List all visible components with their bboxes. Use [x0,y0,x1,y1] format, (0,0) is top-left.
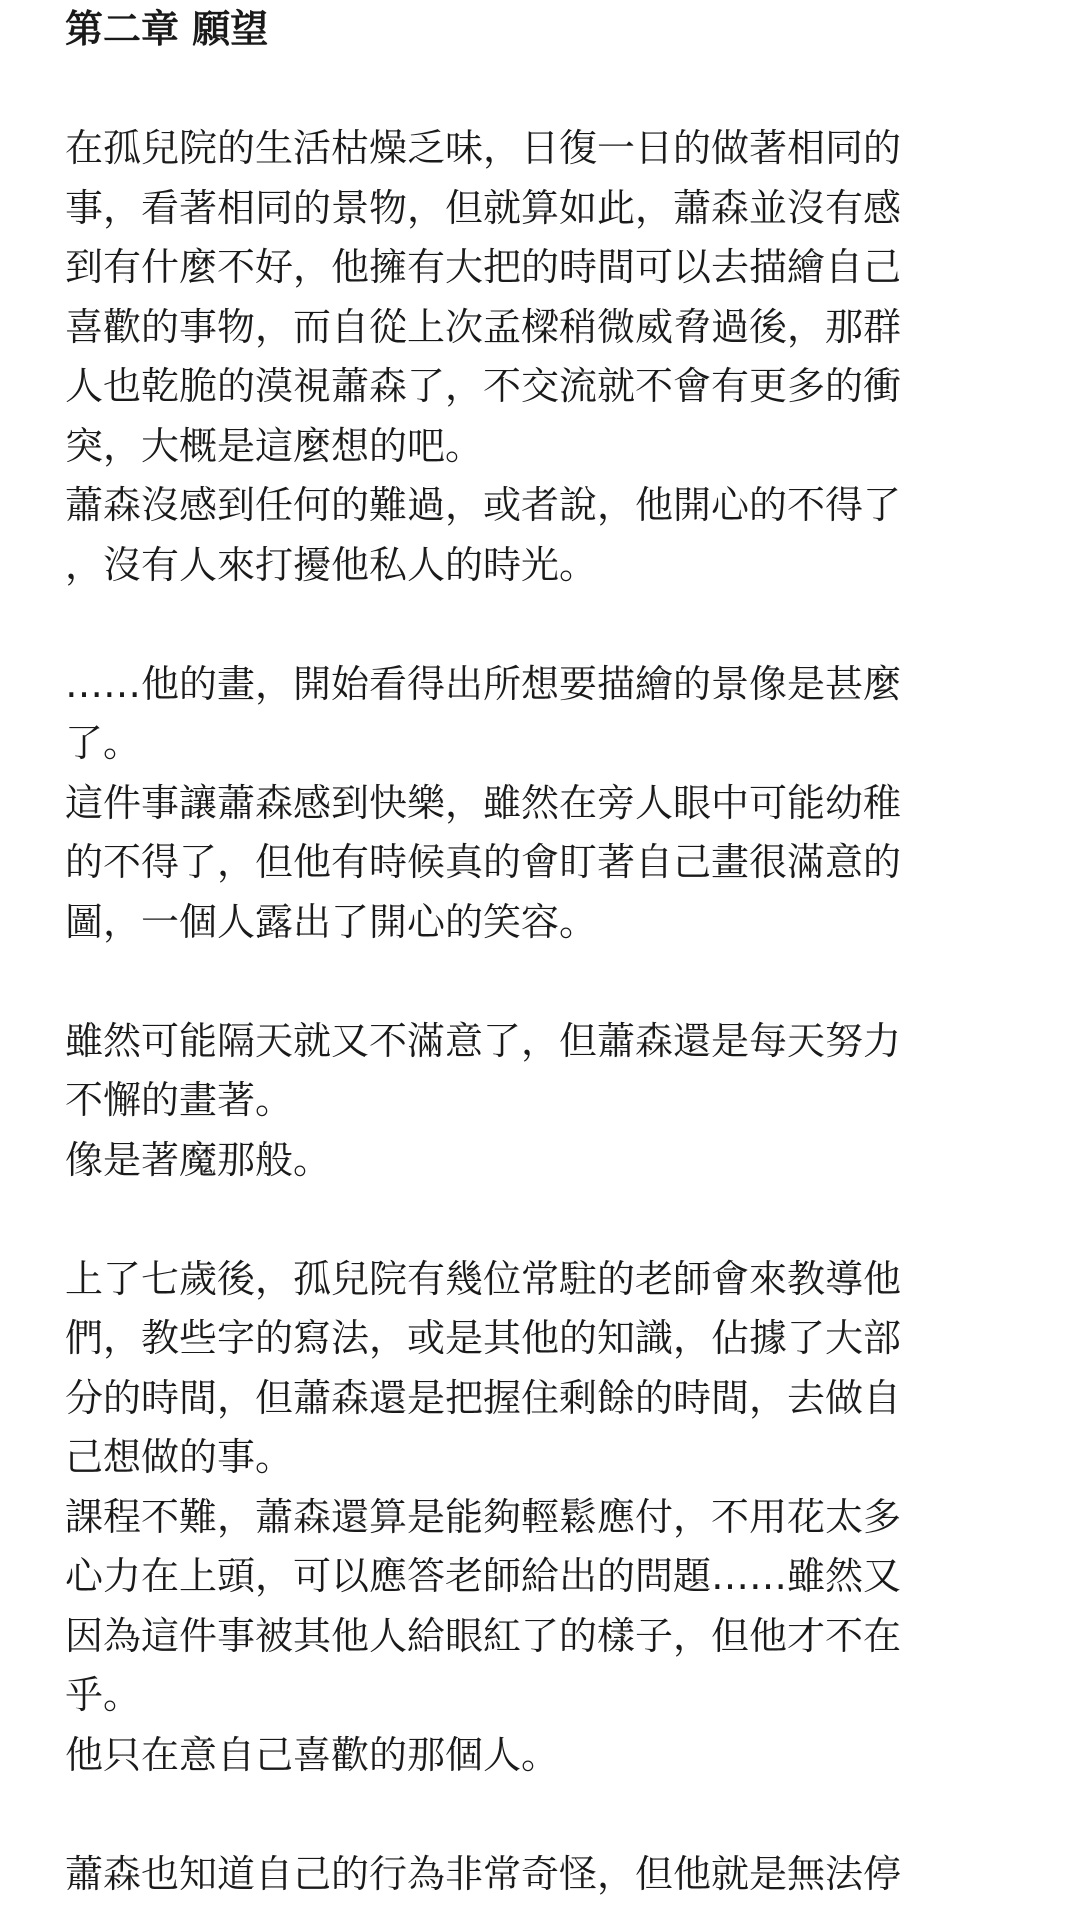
text-line: 上了七歲後，孤兒院有幾位常駐的老師會來教導他 [65,1256,902,1301]
text-line: 己想做的事。 [65,1435,294,1479]
text-line: ，沒有人來打擾他私人的時光。 [65,542,598,587]
blank-line [65,595,1000,655]
text-line: 蕭森沒感到任何的難過，或者說，他開心的不得了 [65,483,902,527]
text-line: 人也乾脆的漠視蕭森了，不交流就不會有更多的衝 [65,364,902,408]
text-line: 事，看著相同的景物，但就算如此，蕭森並沒有感 [65,185,902,230]
chapter-title: 第二章 願望 [65,7,269,51]
text-line: 像是著魔那般。 [65,1137,332,1182]
text-line: 到有什麼不好，他擁有大把的時間可以去描繪自己 [65,245,902,289]
blank-line [65,952,1000,1012]
text-line: 在孤兒院的生活枯燥乏味，日復一日的做著相同的 [65,126,902,170]
text-line: 他只在意自己喜歡的那個人。 [65,1732,560,1777]
text-line: ……他的畫，開始看得出所想要描繪的景像是甚麼 [65,661,902,706]
text-line: 突，大概是這麼想的吧。 [65,423,484,468]
text-line: 的不得了，但他有時候真的會盯著自己畫很滿意的 [65,840,902,884]
text-line: 了。 [65,721,142,765]
chapter-page [65,0,1000,1904]
text-line: 喜歡的事物，而自從上次孟樑稍微威脅過後，那群 [65,304,902,349]
text-line: 乎。 [65,1673,142,1717]
chapter-body [65,119,1000,1904]
text-line: 圖，一個人露出了開心的笑容。 [65,899,598,944]
blank-line [65,1785,1000,1845]
text-line: 課程不難，蕭森還算是能夠輕鬆應付，不用花太多 [65,1494,902,1539]
text-line: 心力在上頭，可以應答老師給出的問題……雖然又 [65,1554,902,1598]
text-line: 雖然可能隔天就又不滿意了，但蕭森還是每天努力 [65,1018,902,1063]
text-line: 們，教些字的寫法，或是其他的知識，佔據了大部 [65,1316,902,1360]
blank-line [65,1190,1000,1250]
text-line: 因為這件事被其他人給眼紅了的樣子，但他才不在 [65,1613,902,1658]
text-line: 這件事讓蕭森感到快樂，雖然在旁人眼中可能幼稚 [65,780,902,825]
text-line: 分的時間，但蕭森還是把握住剩餘的時間，去做自 [65,1375,902,1420]
text-line: 蕭森也知道自己的行為非常奇怪，但他就是無法停 [65,1851,902,1896]
text-line: 不懈的畫著。 [65,1078,294,1122]
